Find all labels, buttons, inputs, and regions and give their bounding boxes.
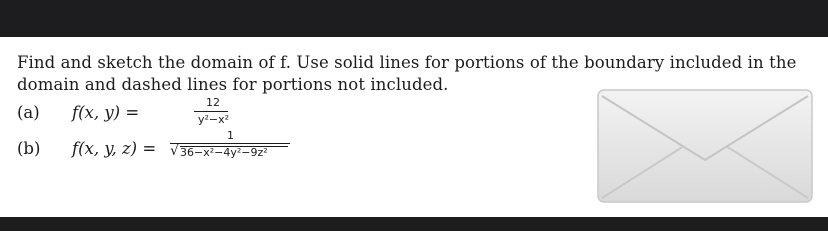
- top-bar: [0, 0, 828, 37]
- part-b-fraction: [168, 127, 292, 167]
- part-b-fraction-bar: [170, 143, 290, 144]
- part-b-func-name: f(x, y, z): [72, 139, 138, 158]
- part-a-fraction: [192, 95, 232, 131]
- part-a-fraction-bar: [194, 111, 228, 112]
- bottom-bar: [0, 217, 828, 231]
- part-a-equals: =: [125, 103, 140, 122]
- part-b-label: (b): [17, 139, 41, 158]
- part-a-denominator: y²−x²: [198, 113, 230, 126]
- part-b-numerator: 1: [227, 129, 234, 142]
- part-a-function: [72, 103, 139, 122]
- square-root-icon: √: [170, 143, 179, 159]
- envelope-icon: [596, 88, 814, 204]
- problem-line-2: domain and dashed lines for portions not included.: [17, 75, 449, 94]
- part-a-label: (a): [17, 103, 40, 122]
- part-b-equals: =: [142, 139, 157, 158]
- problem-line-1: Find and sketch the domain of f. Use solid lines for portions of the boundary included in the: [17, 53, 797, 72]
- part-a-func-name: f(x, y): [72, 103, 121, 122]
- part-b-denominator: 36−x²−4y²−9z²: [180, 146, 268, 159]
- part-b-function: [72, 139, 156, 158]
- part-a-numerator: 12: [206, 96, 220, 109]
